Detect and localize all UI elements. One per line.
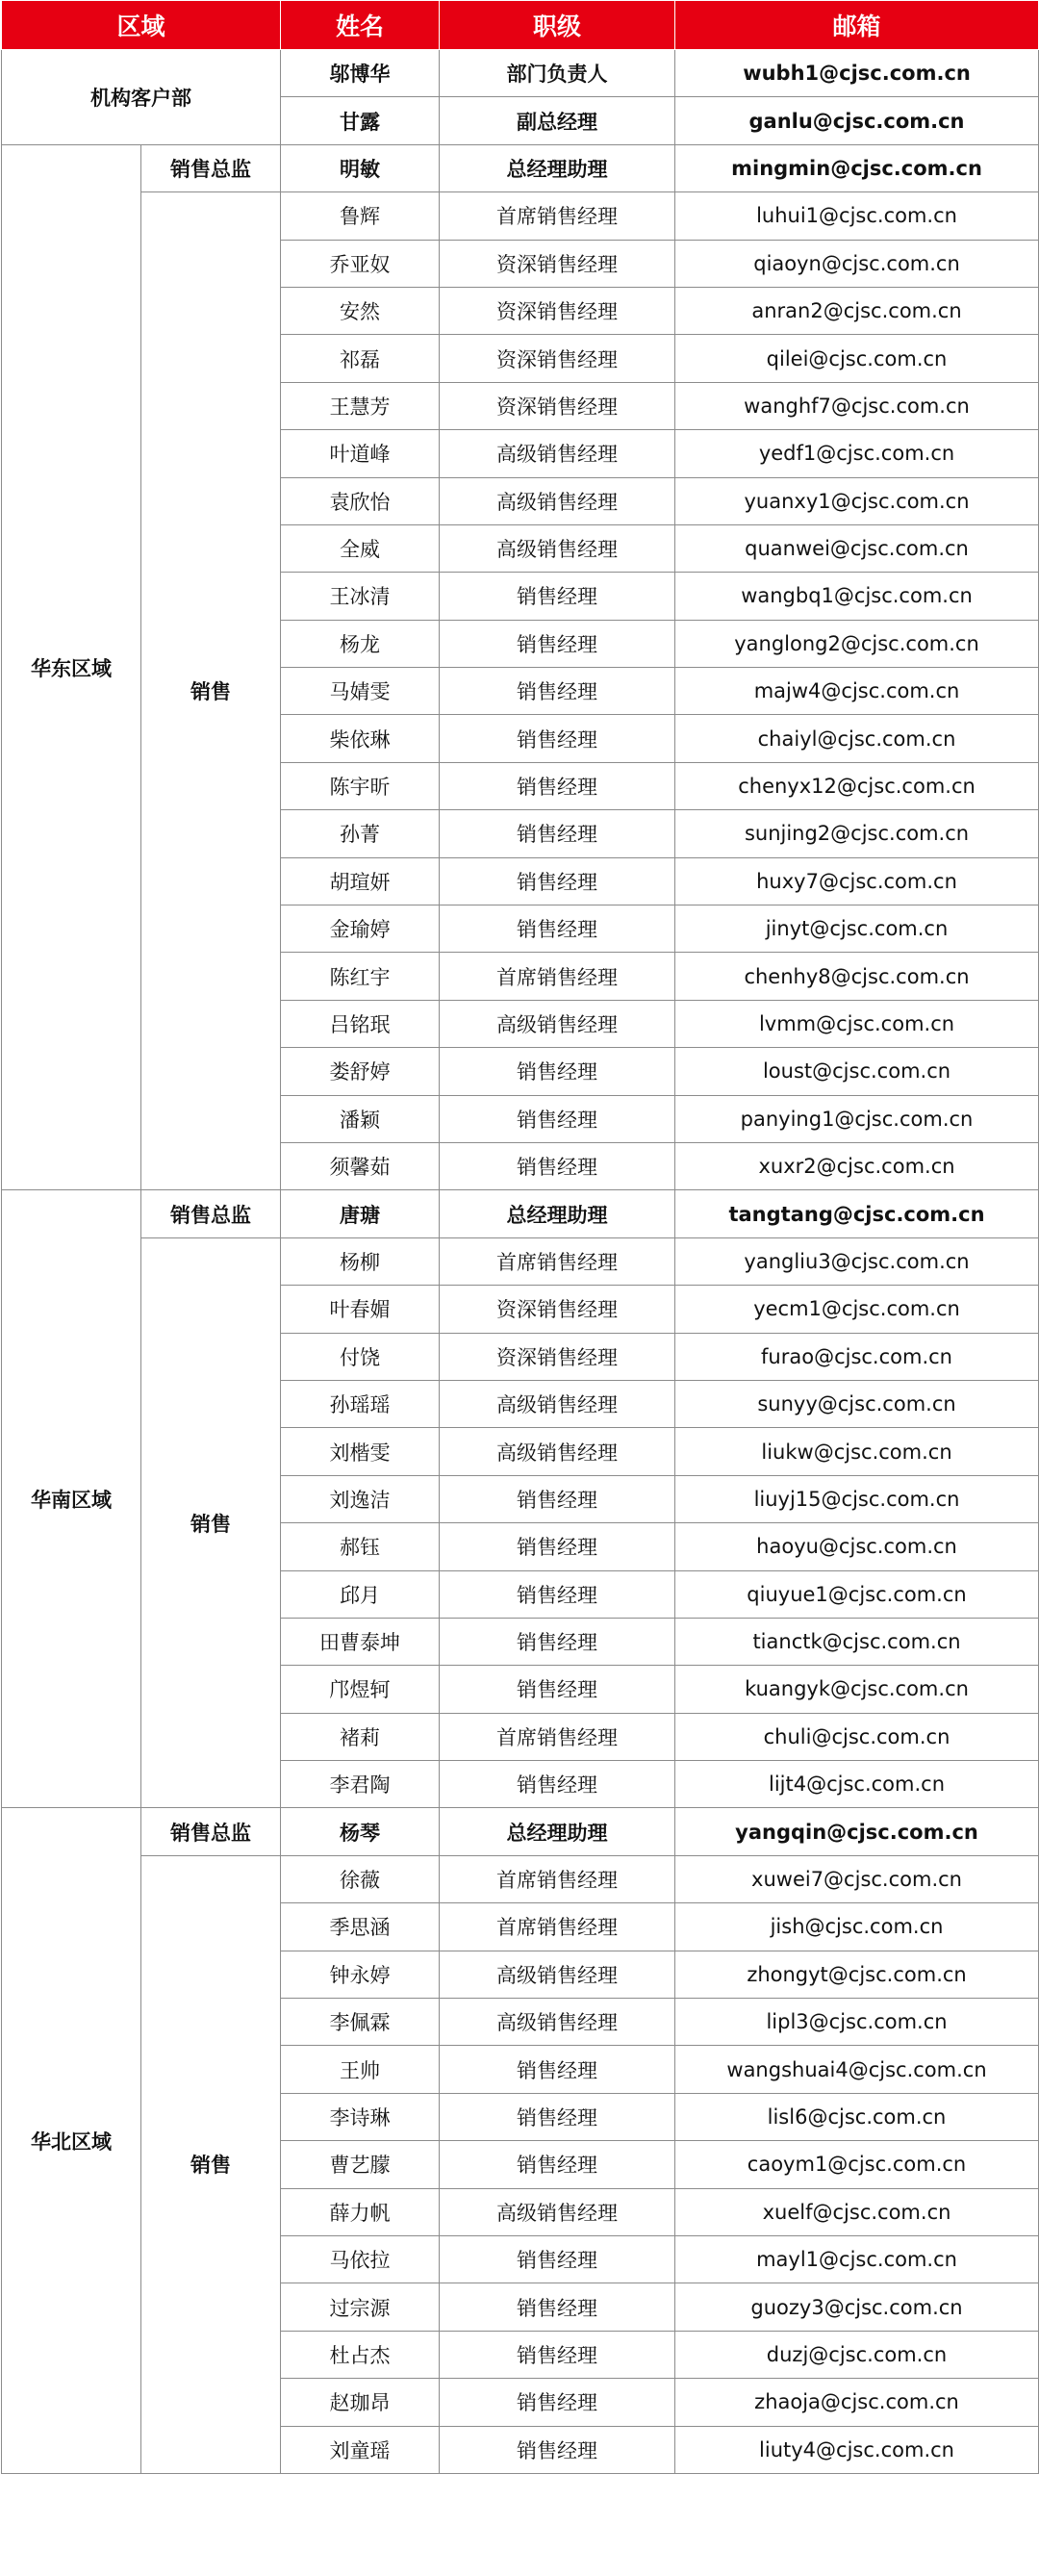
person-level: 首席销售经理 bbox=[440, 1903, 675, 1951]
department-label: 机构客户部 bbox=[2, 50, 281, 145]
director-row bbox=[2, 1190, 1039, 1237]
department-row bbox=[2, 50, 1039, 97]
person-email: majw4@cjsc.com.cn bbox=[675, 668, 1039, 715]
person-level: 销售经理 bbox=[440, 2426, 675, 2473]
person-level: 高级销售经理 bbox=[440, 1428, 675, 1475]
person-level: 销售经理 bbox=[440, 762, 675, 809]
person-name: 吕铭珉 bbox=[281, 1000, 440, 1047]
person-email: liuty4@cjsc.com.cn bbox=[675, 2426, 1039, 2473]
person-level: 高级销售经理 bbox=[440, 1000, 675, 1047]
person-name: 杨龙 bbox=[281, 620, 440, 667]
person-level: 高级销售经理 bbox=[440, 1999, 675, 2046]
person-email: chenyx12@cjsc.com.cn bbox=[675, 762, 1039, 809]
person-email: yecm1@cjsc.com.cn bbox=[675, 1286, 1039, 1333]
person-level: 首席销售经理 bbox=[440, 1855, 675, 1902]
region-label: 华北区域 bbox=[2, 1808, 141, 2473]
person-name: 曹艺朦 bbox=[281, 2141, 440, 2188]
person-level: 销售经理 bbox=[440, 1618, 675, 1665]
person-name: 杨琴 bbox=[281, 1808, 440, 1855]
person-name: 过宗源 bbox=[281, 2283, 440, 2331]
person-email: yanglong2@cjsc.com.cn bbox=[675, 620, 1039, 667]
person-name: 孙菁 bbox=[281, 810, 440, 857]
person-level: 资深销售经理 bbox=[440, 382, 675, 429]
person-email: wangbq1@cjsc.com.cn bbox=[675, 573, 1039, 620]
person-email: wubh1@cjsc.com.cn bbox=[675, 50, 1039, 97]
person-level: 首席销售经理 bbox=[440, 192, 675, 240]
person-name: 陈红宇 bbox=[281, 953, 440, 1000]
person-email: zhongyt@cjsc.com.cn bbox=[675, 1951, 1039, 1998]
header-region: 区域 bbox=[2, 1, 281, 50]
person-name: 刘楷雯 bbox=[281, 1428, 440, 1475]
person-level: 总经理助理 bbox=[440, 144, 675, 191]
person-email: anran2@cjsc.com.cn bbox=[675, 287, 1039, 334]
person-name: 马依拉 bbox=[281, 2235, 440, 2283]
person-email: wanghf7@cjsc.com.cn bbox=[675, 382, 1039, 429]
person-level: 销售经理 bbox=[440, 1048, 675, 1095]
person-email: mayl1@cjsc.com.cn bbox=[675, 2235, 1039, 2283]
person-name: 钟永婷 bbox=[281, 1951, 440, 1998]
person-name: 安然 bbox=[281, 287, 440, 334]
table-body bbox=[2, 50, 1039, 2474]
person-email: ganlu@cjsc.com.cn bbox=[675, 97, 1039, 144]
person-email: lisl6@cjsc.com.cn bbox=[675, 2093, 1039, 2140]
person-level: 销售经理 bbox=[440, 2093, 675, 2140]
person-level: 销售经理 bbox=[440, 2046, 675, 2093]
person-level: 销售经理 bbox=[440, 1570, 675, 1618]
person-name: 孙瑶瑶 bbox=[281, 1380, 440, 1427]
person-name: 邱月 bbox=[281, 1570, 440, 1618]
person-email: qiuyue1@cjsc.com.cn bbox=[675, 1570, 1039, 1618]
person-name: 陈宇昕 bbox=[281, 762, 440, 809]
person-name: 王冰清 bbox=[281, 573, 440, 620]
person-name: 杜占杰 bbox=[281, 2331, 440, 2378]
person-level: 高级销售经理 bbox=[440, 477, 675, 524]
director-label: 销售总监 bbox=[141, 1808, 281, 1855]
person-name: 须馨茹 bbox=[281, 1142, 440, 1189]
header-level: 职级 bbox=[440, 1, 675, 50]
person-email: furao@cjsc.com.cn bbox=[675, 1333, 1039, 1380]
person-level: 销售经理 bbox=[440, 1475, 675, 1522]
person-level: 首席销售经理 bbox=[440, 1713, 675, 1760]
person-email: xuelf@cjsc.com.cn bbox=[675, 2188, 1039, 2235]
person-email: xuxr2@cjsc.com.cn bbox=[675, 1142, 1039, 1189]
contact-table bbox=[1, 0, 1039, 2474]
person-name: 乔亚奴 bbox=[281, 240, 440, 287]
person-email: quanwei@cjsc.com.cn bbox=[675, 524, 1039, 572]
sales-label: 销售 bbox=[141, 192, 281, 1190]
person-email: jinyt@cjsc.com.cn bbox=[675, 905, 1039, 953]
person-email: yuanxy1@cjsc.com.cn bbox=[675, 477, 1039, 524]
person-level: 高级销售经理 bbox=[440, 2188, 675, 2235]
person-name: 袁欣怡 bbox=[281, 477, 440, 524]
person-email: lipl3@cjsc.com.cn bbox=[675, 1999, 1039, 2046]
person-name: 马婧雯 bbox=[281, 668, 440, 715]
person-name: 杨柳 bbox=[281, 1237, 440, 1285]
person-email: liuyj15@cjsc.com.cn bbox=[675, 1475, 1039, 1522]
person-level: 总经理助理 bbox=[440, 1190, 675, 1237]
person-name: 李君陶 bbox=[281, 1761, 440, 1808]
person-email: liukw@cjsc.com.cn bbox=[675, 1428, 1039, 1475]
person-email: kuangyk@cjsc.com.cn bbox=[675, 1666, 1039, 1713]
region-label: 华东区域 bbox=[2, 144, 141, 1190]
person-name: 金瑜婷 bbox=[281, 905, 440, 953]
person-name: 付饶 bbox=[281, 1333, 440, 1380]
person-name: 鲁辉 bbox=[281, 192, 440, 240]
person-email: guozy3@cjsc.com.cn bbox=[675, 2283, 1039, 2331]
person-email: huxy7@cjsc.com.cn bbox=[675, 857, 1039, 905]
director-row bbox=[2, 1808, 1039, 1855]
person-email: sunyy@cjsc.com.cn bbox=[675, 1380, 1039, 1427]
person-name: 季思涵 bbox=[281, 1903, 440, 1951]
table-row bbox=[2, 192, 1039, 240]
person-level: 销售经理 bbox=[440, 573, 675, 620]
person-level: 高级销售经理 bbox=[440, 1951, 675, 1998]
sales-label: 销售 bbox=[141, 1855, 281, 2473]
person-name: 唐瑭 bbox=[281, 1190, 440, 1237]
person-level: 销售经理 bbox=[440, 2331, 675, 2378]
person-email: chenhy8@cjsc.com.cn bbox=[675, 953, 1039, 1000]
person-name: 邬博华 bbox=[281, 50, 440, 97]
person-level: 资深销售经理 bbox=[440, 1286, 675, 1333]
person-name: 徐薇 bbox=[281, 1855, 440, 1902]
person-name: 刘童瑶 bbox=[281, 2426, 440, 2473]
person-level: 资深销售经理 bbox=[440, 1333, 675, 1380]
person-email: haoyu@cjsc.com.cn bbox=[675, 1523, 1039, 1570]
person-name: 李诗琳 bbox=[281, 2093, 440, 2140]
person-name: 全威 bbox=[281, 524, 440, 572]
person-level: 首席销售经理 bbox=[440, 953, 675, 1000]
person-name: 胡瑄妍 bbox=[281, 857, 440, 905]
region-label: 华南区域 bbox=[2, 1190, 141, 1808]
person-name: 赵珈昂 bbox=[281, 2379, 440, 2426]
person-name: 明敏 bbox=[281, 144, 440, 191]
header-email: 邮箱 bbox=[675, 1, 1039, 50]
person-name: 叶春媚 bbox=[281, 1286, 440, 1333]
person-level: 销售经理 bbox=[440, 857, 675, 905]
person-name: 邝煜轲 bbox=[281, 1666, 440, 1713]
person-name: 刘逸洁 bbox=[281, 1475, 440, 1522]
person-level: 销售经理 bbox=[440, 1142, 675, 1189]
person-level: 高级销售经理 bbox=[440, 430, 675, 477]
person-level: 销售经理 bbox=[440, 905, 675, 953]
person-name: 祁磊 bbox=[281, 335, 440, 382]
director-row bbox=[2, 144, 1039, 191]
person-level: 资深销售经理 bbox=[440, 287, 675, 334]
person-name: 田曹泰坤 bbox=[281, 1618, 440, 1665]
person-email: tianctk@cjsc.com.cn bbox=[675, 1618, 1039, 1665]
person-level: 销售经理 bbox=[440, 2283, 675, 2331]
person-email: caoym1@cjsc.com.cn bbox=[675, 2141, 1039, 2188]
person-name: 褚莉 bbox=[281, 1713, 440, 1760]
person-email: xuwei7@cjsc.com.cn bbox=[675, 1855, 1039, 1902]
table-row bbox=[2, 1237, 1039, 1285]
person-level: 销售经理 bbox=[440, 668, 675, 715]
sales-label: 销售 bbox=[141, 1237, 281, 1808]
person-email: zhaoja@cjsc.com.cn bbox=[675, 2379, 1039, 2426]
person-level: 销售经理 bbox=[440, 620, 675, 667]
person-name: 甘露 bbox=[281, 97, 440, 144]
person-email: sunjing2@cjsc.com.cn bbox=[675, 810, 1039, 857]
person-level: 销售经理 bbox=[440, 715, 675, 762]
person-name: 郝钰 bbox=[281, 1523, 440, 1570]
person-level: 销售经理 bbox=[440, 1095, 675, 1142]
person-level: 资深销售经理 bbox=[440, 335, 675, 382]
person-level: 销售经理 bbox=[440, 2379, 675, 2426]
person-level: 销售经理 bbox=[440, 1761, 675, 1808]
person-email: chuli@cjsc.com.cn bbox=[675, 1713, 1039, 1760]
person-email: qilei@cjsc.com.cn bbox=[675, 335, 1039, 382]
person-level: 高级销售经理 bbox=[440, 524, 675, 572]
person-level: 副总经理 bbox=[440, 97, 675, 144]
person-email: wangshuai4@cjsc.com.cn bbox=[675, 2046, 1039, 2093]
director-label: 销售总监 bbox=[141, 144, 281, 191]
person-name: 潘颖 bbox=[281, 1095, 440, 1142]
person-level: 首席销售经理 bbox=[440, 1237, 675, 1285]
person-email: panying1@cjsc.com.cn bbox=[675, 1095, 1039, 1142]
person-email: chaiyl@cjsc.com.cn bbox=[675, 715, 1039, 762]
person-name: 王慧芳 bbox=[281, 382, 440, 429]
person-level: 资深销售经理 bbox=[440, 240, 675, 287]
person-email: lvmm@cjsc.com.cn bbox=[675, 1000, 1039, 1047]
table-row bbox=[2, 1855, 1039, 1902]
director-label: 销售总监 bbox=[141, 1190, 281, 1237]
person-level: 销售经理 bbox=[440, 1666, 675, 1713]
person-level: 部门负责人 bbox=[440, 50, 675, 97]
person-email: lijt4@cjsc.com.cn bbox=[675, 1761, 1039, 1808]
person-name: 王帅 bbox=[281, 2046, 440, 2093]
person-name: 娄舒婷 bbox=[281, 1048, 440, 1095]
person-level: 高级销售经理 bbox=[440, 1380, 675, 1427]
person-name: 李佩霖 bbox=[281, 1999, 440, 2046]
person-email: duzj@cjsc.com.cn bbox=[675, 2331, 1039, 2378]
person-email: mingmin@cjsc.com.cn bbox=[675, 144, 1039, 191]
person-level: 总经理助理 bbox=[440, 1808, 675, 1855]
person-email: yangliu3@cjsc.com.cn bbox=[675, 1237, 1039, 1285]
person-email: yangqin@cjsc.com.cn bbox=[675, 1808, 1039, 1855]
header-name: 姓名 bbox=[281, 1, 440, 50]
person-email: luhui1@cjsc.com.cn bbox=[675, 192, 1039, 240]
person-level: 销售经理 bbox=[440, 1523, 675, 1570]
person-level: 销售经理 bbox=[440, 2235, 675, 2283]
person-email: loust@cjsc.com.cn bbox=[675, 1048, 1039, 1095]
person-email: tangtang@cjsc.com.cn bbox=[675, 1190, 1039, 1237]
person-level: 销售经理 bbox=[440, 810, 675, 857]
person-email: yedf1@cjsc.com.cn bbox=[675, 430, 1039, 477]
person-email: jish@cjsc.com.cn bbox=[675, 1903, 1039, 1951]
header-row bbox=[2, 1, 1039, 50]
person-name: 薛力帆 bbox=[281, 2188, 440, 2235]
person-name: 叶道峰 bbox=[281, 430, 440, 477]
person-name: 柴依琳 bbox=[281, 715, 440, 762]
person-email: qiaoyn@cjsc.com.cn bbox=[675, 240, 1039, 287]
person-level: 销售经理 bbox=[440, 2141, 675, 2188]
